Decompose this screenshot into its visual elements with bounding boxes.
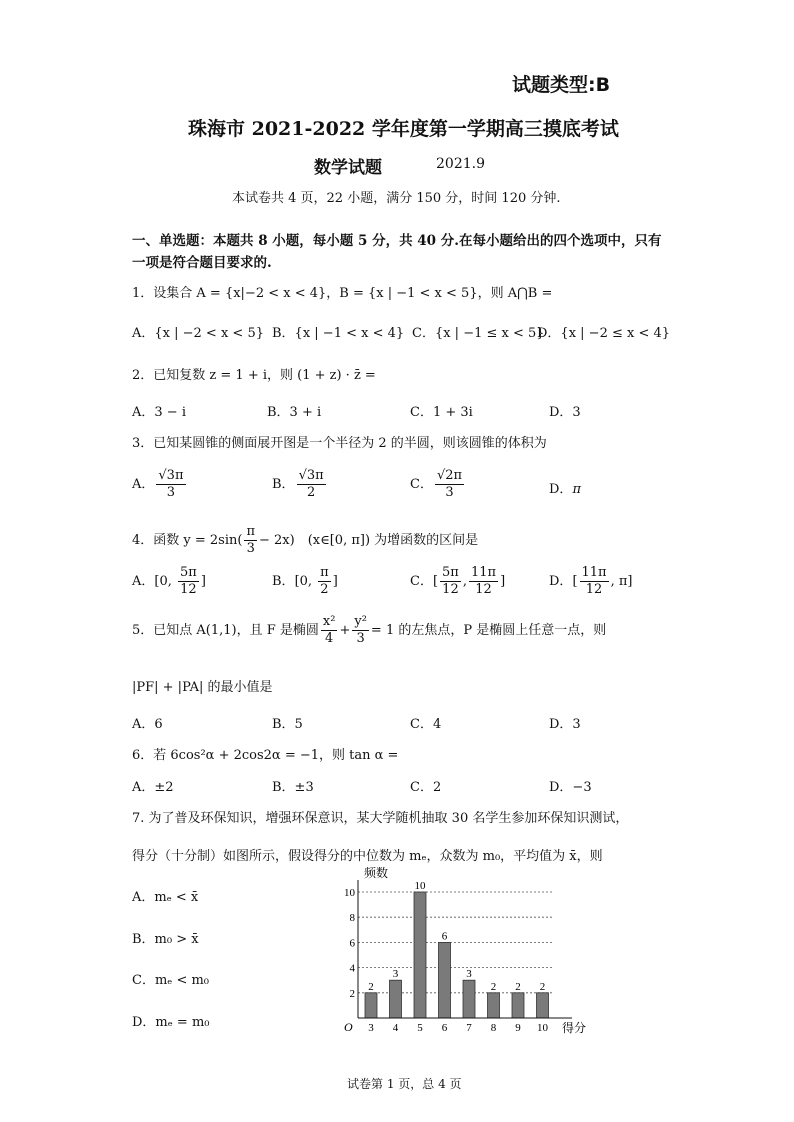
denominator: 3 xyxy=(445,485,454,500)
chart-gridlines xyxy=(358,892,552,993)
numerator: π xyxy=(246,524,255,539)
q3-option-b xyxy=(272,468,328,501)
exam-note: 本试卷共 4 页，22 小题，满分 150 分，时间 120 分钟. xyxy=(232,191,561,206)
x-tick-label: 9 xyxy=(515,1022,521,1034)
q6-option-a: A．±2 xyxy=(132,780,174,795)
fraction xyxy=(318,565,331,598)
numerator: √3π xyxy=(298,468,324,483)
pre: [ xyxy=(432,574,439,589)
y-tick-label: 8 xyxy=(349,912,355,925)
exam-title: 珠海市 2021-2022 学年度第一学期高三摸底考试 xyxy=(188,118,619,140)
x-tick-label: 10 xyxy=(537,1022,548,1034)
bar-value-label: 3 xyxy=(466,968,472,981)
q1-option-b: B．{x | −1 < x < 4} xyxy=(272,326,405,341)
score-frequency-chart xyxy=(330,866,590,1038)
q2-option-d: D．3 xyxy=(549,405,581,420)
numerator: 11π xyxy=(471,565,497,580)
x-tick-label: 7 xyxy=(466,1022,472,1034)
label: B． xyxy=(272,574,295,589)
origin-label: O xyxy=(344,1020,353,1034)
x-tick-label: 3 xyxy=(368,1022,374,1034)
page-footer: 试卷第 1 页，总 4 页 xyxy=(347,1077,462,1091)
pre: [0, xyxy=(294,574,317,589)
q6-option-d: D．−3 xyxy=(549,780,592,795)
q7-stem-line1: 7. 为了普及环保知识，增强环保意识，某大学随机抽取 30 名学生参加环保知识测试， xyxy=(132,811,629,826)
fraction-1 xyxy=(440,565,461,598)
bar-value-label: 10 xyxy=(414,880,426,892)
fraction xyxy=(580,565,609,598)
pre: [ xyxy=(572,574,578,589)
q2-option-a: A．3 − i xyxy=(132,405,186,420)
q2-option-b: B．3 + i xyxy=(267,405,322,420)
q4-stem-pre: 4．函数 y = 2sin( xyxy=(132,533,243,548)
q4-option-a xyxy=(132,565,206,598)
section-heading-line2: 一项是符合题目要求的. xyxy=(132,255,272,271)
q2-option-c: C．1 + 3i xyxy=(410,405,473,420)
q5-option-a: A．6 xyxy=(132,717,163,732)
q5-stem-post: = 1 的左焦点，P 是椭圆上任意一点，则 xyxy=(370,623,607,638)
numerator: π xyxy=(320,565,329,580)
q1-option-a: A．{x | −2 < x < 5} xyxy=(132,326,264,341)
q7-option-a: A．mₑ < x̄ xyxy=(132,890,199,905)
q3-option-c-label: C． xyxy=(410,477,433,492)
denominator: 12 xyxy=(585,582,603,597)
numerator: √2π xyxy=(436,468,463,483)
bar xyxy=(365,993,377,1018)
q3-option-d-value: π xyxy=(572,482,581,497)
q7-stem-line2: 得分（十分制）如图所示，假设得分的中位数为 mₑ，众数为 m₀，平均值为 x̄，则 xyxy=(132,849,603,864)
bar-value-label: 6 xyxy=(441,930,448,943)
q6-option-b: B．±3 xyxy=(272,780,314,795)
bar xyxy=(463,980,475,1018)
q4-option-d xyxy=(549,565,633,598)
q4-stem xyxy=(132,524,478,557)
denominator: 12 xyxy=(180,582,197,597)
q7-option-d: D．mₑ = m₀ xyxy=(132,1015,210,1030)
q4-stem-fraction xyxy=(244,524,257,557)
post: ] xyxy=(500,574,506,589)
numerator: 5π xyxy=(180,565,197,580)
mid: , xyxy=(462,574,467,589)
q4-option-c xyxy=(410,565,505,598)
y-axis-label: 频数 xyxy=(364,866,389,880)
x-tick-label: 6 xyxy=(441,1022,448,1034)
q3-option-a-label: A． xyxy=(132,477,155,492)
denominator: 12 xyxy=(442,582,459,597)
q5-fraction-y xyxy=(352,614,369,647)
post: ] xyxy=(332,574,338,589)
bar-value-label: 3 xyxy=(392,968,399,981)
bar xyxy=(488,993,500,1018)
q5-fraction-x xyxy=(321,614,338,647)
denominator: 4 xyxy=(325,631,334,646)
numerator: 5π xyxy=(442,565,459,580)
bar xyxy=(537,993,549,1018)
exam-type-label: 试题类型:B xyxy=(512,74,611,96)
numerator: y² xyxy=(354,614,367,629)
post: , π] xyxy=(610,574,633,589)
numerator: 11π xyxy=(581,565,607,580)
q5-plus: + xyxy=(339,623,351,638)
bar xyxy=(512,993,524,1018)
x-tick-label: 8 xyxy=(490,1022,497,1034)
y-tick-label: 10 xyxy=(344,887,355,899)
q3-option-d xyxy=(549,478,581,497)
section-heading-line1: 一、单选题：本题共 8 小题，每小题 5 分，共 40 分.在每小题给出的四个选项中，只有 xyxy=(132,233,662,249)
q3-option-b-fraction xyxy=(297,468,326,501)
chart-bars xyxy=(365,880,549,1018)
denominator: 3 xyxy=(166,485,176,500)
q3-option-b-label: B． xyxy=(272,477,295,492)
q1-option-c: C．{x | −1 ≤ x < 5} xyxy=(412,326,545,341)
q5-stem-line2: |PF| + |PA| 的最小值是 xyxy=(132,680,273,695)
q1-stem: 1．设集合 A = {x|−2 < x < 4}，B = {x | −1 < x < 5}，则 A⋂B = xyxy=(132,286,553,301)
pre: [0, xyxy=(154,574,176,589)
q4-stem-post: − 2x) (x∈[0, π]) 为增函数的区间是 xyxy=(259,533,479,548)
q5-option-b: B．5 xyxy=(272,717,303,732)
denominator: 12 xyxy=(475,582,492,597)
numerator: x² xyxy=(322,614,336,629)
denominator: 2 xyxy=(306,485,316,500)
paper-subtitle: 数学试题 xyxy=(314,158,382,178)
y-tick-label: 2 xyxy=(349,987,355,1000)
q3-option-a xyxy=(132,468,188,501)
label: D． xyxy=(549,574,573,589)
q2-stem: 2．已知复数 z = 1 + i，则 (1 + z) · z̄ = xyxy=(132,368,376,383)
label: A． xyxy=(132,574,155,589)
x-tick-label: 4 xyxy=(392,1022,399,1034)
q7-option-c: C．mₑ < m₀ xyxy=(132,973,210,988)
q5-option-c: C．4 xyxy=(410,717,442,732)
q6-stem: 6．若 6cos²α + 2cos2α = −1，则 tan α = xyxy=(132,748,399,763)
post: ] xyxy=(200,574,206,589)
x-tick-label: 5 xyxy=(417,1022,423,1034)
denominator: 3 xyxy=(356,631,365,646)
bar-value-label: 2 xyxy=(539,980,546,993)
y-tick-label: 6 xyxy=(349,937,355,950)
exam-date: 2021.9 xyxy=(436,156,485,172)
bar xyxy=(390,980,402,1018)
fraction-2 xyxy=(469,565,498,598)
bar-value-label: 2 xyxy=(368,980,374,993)
q5-option-d: D．3 xyxy=(549,717,581,732)
q1-option-d: D．{x | −2 ≤ x < 4} xyxy=(537,326,671,341)
q5-stem-pre: 5．已知点 A(1,1)，且 F 是椭圆 xyxy=(132,623,319,638)
q5-stem xyxy=(132,614,606,647)
denominator: 3 xyxy=(246,541,255,556)
q3-option-d-label: D． xyxy=(549,482,573,497)
q7-option-b: B．m₀ > x̄ xyxy=(132,932,199,947)
q4-option-b xyxy=(272,565,338,598)
y-tick-label: 4 xyxy=(349,962,355,975)
x-axis-label: 得分 xyxy=(562,1021,587,1035)
bar-value-label: 2 xyxy=(515,980,521,993)
denominator: 2 xyxy=(320,582,329,597)
q6-option-c: C．2 xyxy=(410,780,442,795)
label: C． xyxy=(410,574,433,589)
q3-stem: 3．已知某圆锥的侧面展开图是一个半径为 2 的半圆，则该圆锥的体积为 xyxy=(132,436,547,451)
bar xyxy=(414,892,426,1018)
bar-value-label: 2 xyxy=(490,980,497,993)
q3-option-c xyxy=(410,468,466,501)
fraction xyxy=(178,565,199,598)
bar xyxy=(439,942,451,1018)
numerator: √3π xyxy=(158,468,184,483)
q3-option-c-fraction xyxy=(435,468,464,501)
q3-option-a-fraction xyxy=(156,468,185,501)
